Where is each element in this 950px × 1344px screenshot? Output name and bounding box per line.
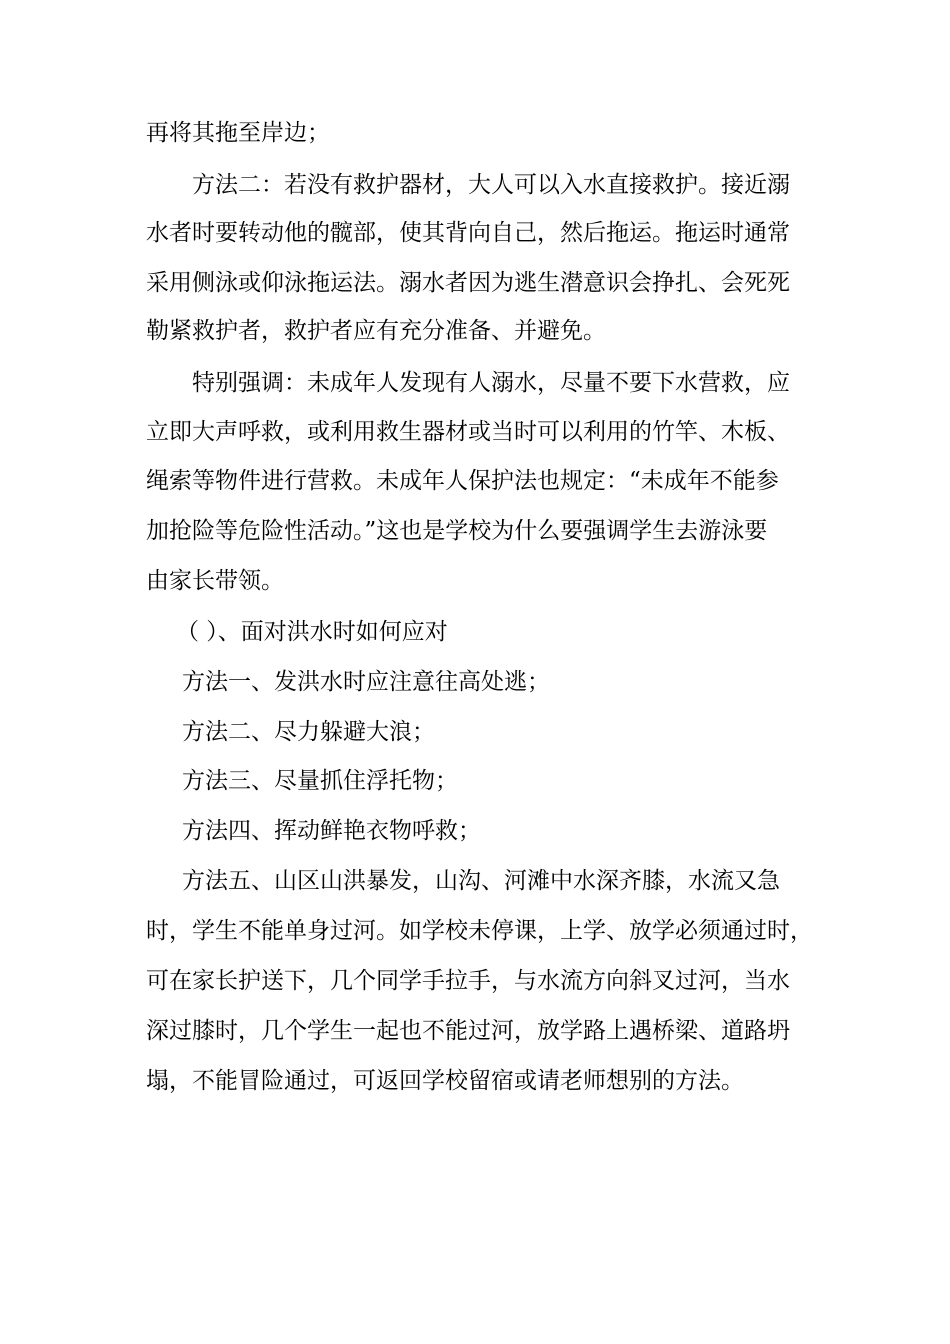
method-line-1: 方法一、发洪水时应注意往高处逃；: [182, 669, 550, 695]
section-heading: （ ）、面对洪水时如何应对: [176, 619, 448, 645]
text-line-6: 特别强调：未成年人发现有人溺水，尽量不要下水营救，应: [192, 370, 790, 396]
method-line-5: 方法五、山区山洪暴发，山沟、河滩中水深齐膝，水流又急: [182, 868, 780, 894]
text-line-10: 由家长带领。: [146, 568, 284, 594]
text-line-8: 绳索等物件进行营救。未成年人保护法也规定：“未成年不能参: [146, 468, 779, 494]
text-line-4: 采用侧泳或仰泳拖运法。溺水者因为逃生潜意识会挣扎、会死死: [146, 270, 790, 296]
text-line-3: 水者时要转动他的髋部，使其背向自己，然后拖运。拖运时通常: [146, 220, 790, 246]
text-line-1: 再将其拖至岸边；: [146, 120, 330, 146]
method-line-3: 方法三、尽量抓住浮托物；: [182, 768, 458, 794]
method-line-4: 方法四、挥动鲜艳衣物呼救；: [182, 818, 481, 844]
text-line-2: 方法二：若没有救护器材，大人可以入水直接救护。接近溺: [192, 172, 790, 198]
text-line-20: 塌，不能冒险通过，可返回学校留宿或请老师想别的方法。: [146, 1068, 744, 1094]
method-line-2: 方法二、尽力躲避大浪；: [182, 719, 435, 745]
text-line-5: 勒紧救护者，救护者应有充分准备、并避免。: [146, 318, 606, 344]
text-line-19: 深过膝时，几个学生一起也不能过河，放学路上遇桥梁、道路坍: [146, 1018, 790, 1044]
text-line-7: 立即大声呼救，或利用救生器材或当时可以利用的竹竿、木板、: [146, 419, 790, 445]
text-line-17: 时，学生不能单身过河。如学校未停课，上学、放学必须通过时，: [146, 918, 813, 944]
text-line-18: 可在家长护送下，几个同学手拉手，与水流方向斜叉过河，当水: [146, 968, 790, 994]
text-line-9: 加抢险等危险性活动。”这也是学校为什么要强调学生去游泳要: [146, 518, 768, 544]
